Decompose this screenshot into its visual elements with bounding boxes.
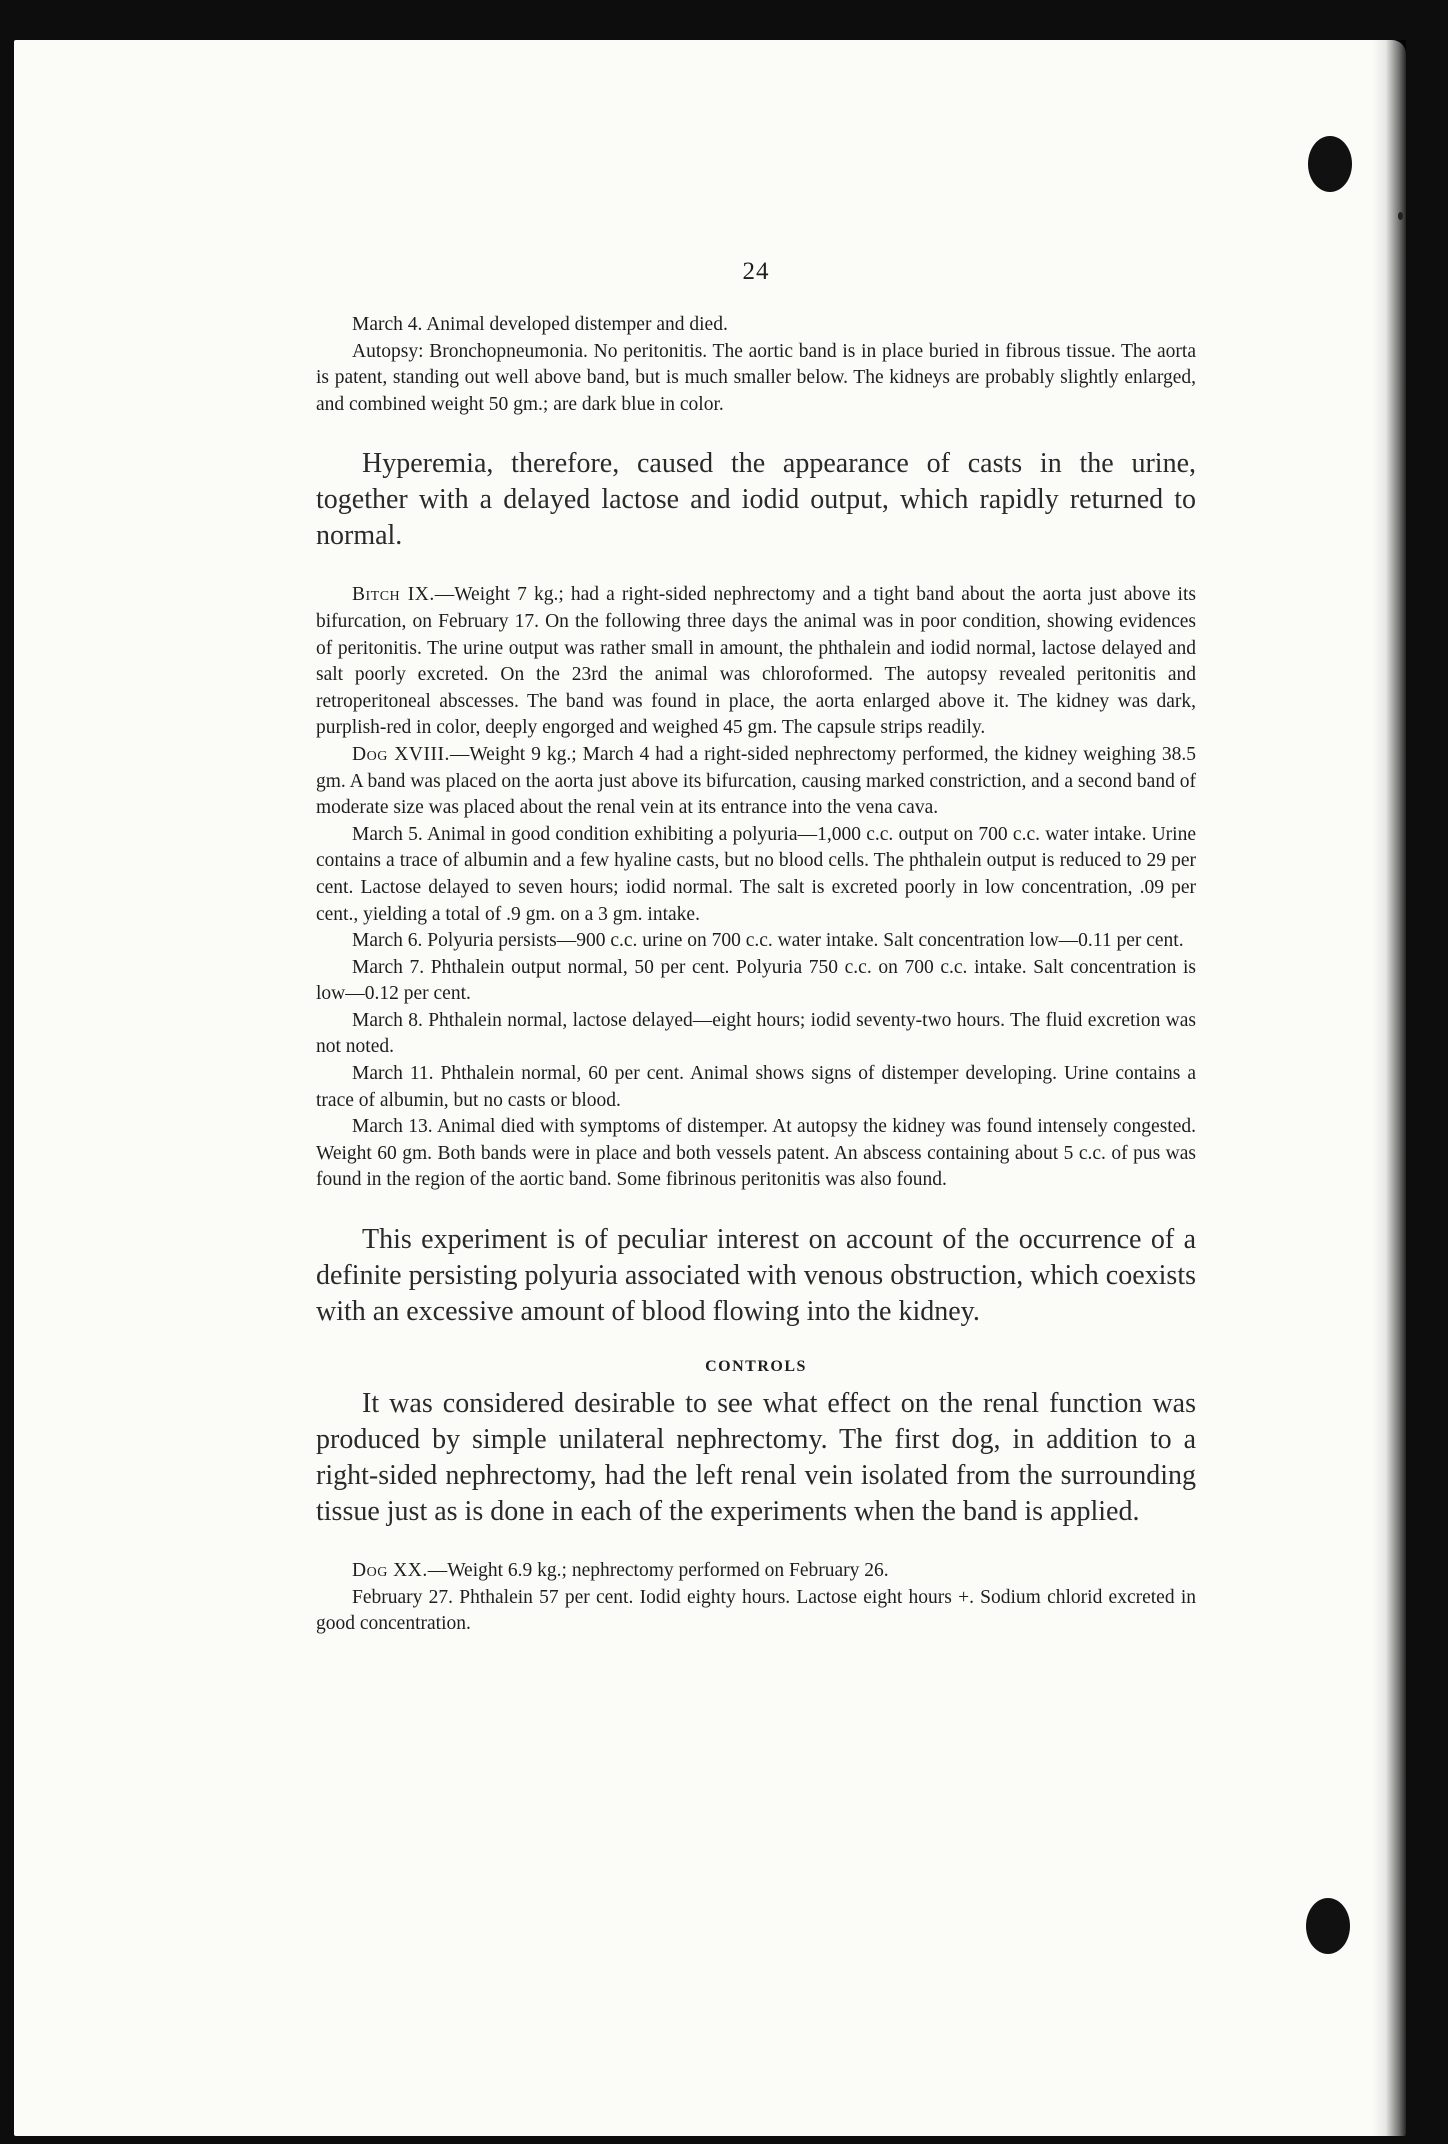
case-label-dog-xx: Dog XX. xyxy=(352,1560,428,1582)
paragraph-bitch-ix xyxy=(316,582,1196,742)
page-edge-shadow xyxy=(1372,40,1406,2136)
paragraph-march-8: March 8. Phthalein normal, lactose delayed—eight hours; iodid seventy-two hours. The fluid excretion was not noted. xyxy=(316,1009,1196,1058)
paragraph-dog-xviii xyxy=(316,742,1196,822)
paragraph-march-5: March 5. Animal in good condition exhibiting a polyuria—1,000 c.c. output on 700 c.c. water intake. Urine contains a trace of albumin and a few hyaline casts, but no blood cells. The phthalein output is reduced to 29 per cent. Lactose delayed to seven hours; iodid normal. The salt is excreted poorly in low concentration, .09 per cent., yielding a total of .9 gm. on a 3 gm. intake. xyxy=(316,823,1196,925)
paragraph-dog-xx xyxy=(316,1558,1196,1585)
case-text-bitch-ix: —Weight 7 kg.; had a right-sided nephrectomy and a tight band about the aorta just above its bifurcation, on February 17. On the following three days the animal was in poor condition, showing evidences of peritonitis. The urine output was rather small in amount, the phthalein and iodid normal, lactose delayed and salt poorly excreted. On the 23rd the animal was chloroformed. The autopsy revealed peritonitis and retroperitoneal abscesses. The band was found in place, the aorta enlarged above it. The kidney was dark, purplish-red in color, deeply engorged and weighed 45 gm. The capsule strips readily. xyxy=(316,584,1196,739)
paragraph-polyuria-interest: This experiment is of peculiar interest on account of the occurrence of a definite persisting polyuria associated with venous obstruction, which coexists with an excessive amount of blood flowing into the kidney. xyxy=(316,1224,1196,1328)
paragraph-autopsy: Autopsy: Bronchopneumonia. No peritonitis. The aortic band is in place buried in fibrous tissue. The aorta is patent, standing out well above band, but is much smaller below. The kidneys are probably slightly enlarged, and combined weight 50 gm.; are dark blue in color. xyxy=(316,340,1196,415)
paragraph-march-11: March 11. Phthalein normal, 60 per cent. Animal shows signs of distemper developing. Urine contains a trace of albumin, but no casts or blood. xyxy=(316,1063,1196,1111)
punch-hole-top xyxy=(1308,136,1352,192)
paragraph-controls-intro: It was considered desirable to see what effect on the renal function was produced by simple unilateral nephrectomy. The first dog, in addition to a right-sided nephrectomy, had the left renal vein isolated from the surrounding tissue just as is done in each of the experiments when the band is applied. xyxy=(316,1388,1196,1528)
page-number: 24 xyxy=(742,258,770,285)
paragraph-march-7: March 7. Phthalein output normal, 50 per cent. Polyuria 750 c.c. on 700 c.c. intake. Salt concentration is low—0.12 per cent. xyxy=(316,956,1196,1005)
paragraph-march-4: March 4. Animal developed distemper and died. xyxy=(352,314,728,335)
punch-hole-bottom xyxy=(1306,1898,1350,1954)
case-label-dog-xviii: Dog XVIII. xyxy=(352,743,450,765)
paragraph-february-27: February 27. Phthalein 57 per cent. Iodid eighty hours. Lactose eight hours +. Sodium chlorid excreted in good concentration. xyxy=(316,1586,1196,1635)
paragraph-march-6: March 6. Polyuria persists—900 c.c. urine on 700 c.c. water intake. Salt concentration low—0.11 per cent. xyxy=(352,930,1184,952)
paragraph-hyperemia-conclusion: Hyperemia, therefore, caused the appearance of casts in the urine, together with a delayed lactose and iodid output, which rapidly returned to normal. xyxy=(316,448,1196,552)
page-content xyxy=(316,258,1196,1638)
case-text-dog-xx: —Weight 6.9 kg.; nephrectomy performed on February 26. xyxy=(427,1560,889,1582)
case-text-dog-xviii: —Weight 9 kg.; March 4 had a right-sided nephrectomy performed, the kidney weighing 38.5 gm. A band was placed on the aorta just above its bifurcation, causing marked constriction, and a second band of moderate size was placed about the renal vein at its entrance into the vena cava. xyxy=(316,743,1196,819)
case-label-bitch-ix: Bitch IX. xyxy=(352,584,435,606)
scan-speck xyxy=(1398,212,1403,220)
section-heading-controls: CONTROLS xyxy=(705,1358,807,1376)
paragraph-march-13: March 13. Animal died with symptoms of distemper. At autopsy the kidney was found intensely congested. Weight 60 gm. Both bands were in place and both vessels patent. An abscess containing about 5 c.c. of pus was found in the region of the aortic band. Some fibrinous peritonitis was also found. xyxy=(316,1116,1196,1191)
